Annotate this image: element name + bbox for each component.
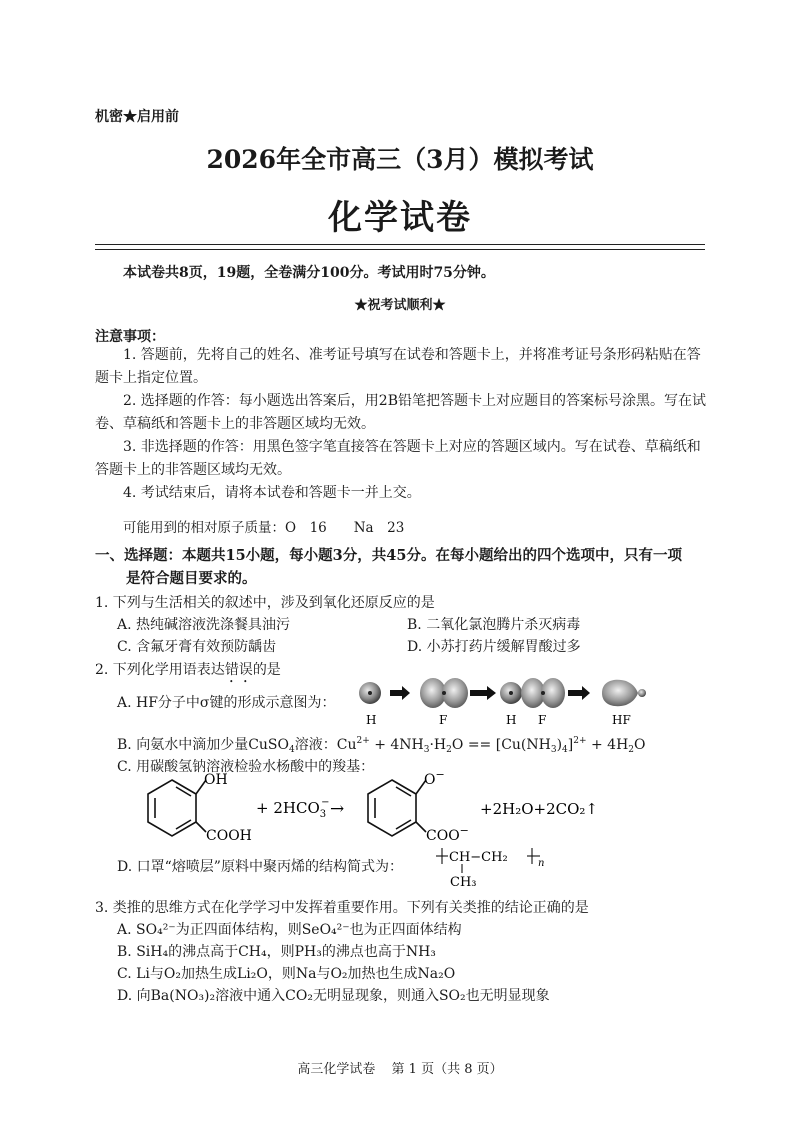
q1-option-c: C. 含氟牙膏有效预防龋齿 — [117, 639, 277, 655]
sigma-bond-diagram — [350, 676, 650, 728]
header-rule-bottom — [95, 249, 705, 250]
q3-option-c: C. Li与O₂加热生成Li₂O，则Na与O₂加热也生成Na₂O — [117, 966, 456, 982]
q1-option-d: D. 小苏打药片缓解胃酸过多 — [407, 639, 581, 655]
q2-stem-post: 的是 — [252, 662, 281, 678]
o-minus-label: O− — [424, 770, 445, 788]
notice-item-4: 4. 考试结束后，请将本试卷和答题卡一并上交。 — [123, 485, 421, 501]
q2-stem-emphasis: 错误 — [224, 662, 253, 678]
salicylate-structure — [368, 780, 426, 836]
label-f-1: F — [439, 713, 448, 727]
notice-heading: 注意事项： — [95, 329, 165, 345]
coo-minus-label: COO− — [426, 824, 469, 844]
reaction-arrow: → — [330, 799, 345, 819]
polypropylene-formula — [432, 842, 572, 892]
orbital-approach — [500, 678, 565, 708]
q2-stem — [95, 659, 281, 686]
q2-b-part: B. 向氨水中滴加少量CuSO — [117, 737, 289, 753]
q2-option-c: C. 用碳酸氢钠溶液检验水杨酸中的羧基： — [117, 759, 375, 775]
q2-b-part: 2+ — [356, 736, 370, 746]
hf-sigma-bond — [602, 680, 646, 706]
q2-b-part: 3 — [550, 745, 557, 755]
h-s-orbital — [359, 682, 381, 704]
footer-subject: 高三化学试卷 — [297, 1062, 376, 1077]
q3-option-d: D. 向Ba(NO₃)₂溶液中通入CO₂无明显现象，则通入SO₂也无明显现象 — [117, 988, 550, 1004]
q2-b-part: 4 — [289, 745, 295, 755]
arrow-right-icon — [390, 686, 410, 700]
q2-b-part: 溶液：Cu — [294, 737, 357, 753]
salicylic-acid-equation — [130, 770, 650, 850]
label-f-2: F — [538, 713, 547, 727]
products-label: +2H₂O+2CO₂↑ — [480, 800, 598, 818]
q2-b-part: 2 — [446, 745, 452, 755]
exam-title: 2026年全市高三（3月）模拟考试 — [206, 145, 594, 174]
q2-b-part: O — [634, 737, 646, 753]
q2-option-d: D. 口罩“熔喷层”原料中聚丙烯的结构简式为： — [117, 859, 403, 875]
confidential-label: 机密★启用前 — [95, 109, 179, 125]
label-hf: HF — [612, 713, 631, 727]
notice-item-3: 3. 非选择题的作答：用黑色签字笔直接答在答题卡上对应的答题区域内。写在试卷、草稿纸和答题卡上的非答题区域均无效。 — [95, 439, 701, 478]
q1-option-b: B. 二氧化氯泡腾片杀灭病毒 — [407, 617, 581, 633]
q1-option-a: A. 热纯碱溶液洗涤餐具油污 — [117, 617, 291, 633]
q3-option-a: A. SO₄²⁻为正四面体结构，则SeO₄²⁻也为正四面体结构 — [117, 922, 462, 938]
q2-stem-pre: 2. 下列化学用语表达 — [95, 662, 225, 678]
q2-b-part: 2+ — [573, 736, 587, 746]
methyl-branch: CH₃ — [450, 875, 477, 890]
q2-option-a: A. HF分子中σ键的形成示意图为： — [117, 695, 336, 711]
notice-item-2: 2. 选择题的作答：每小题选出答案后，用2B铅笔把答题卡上对应题目的答案标号涂黑。写在试卷、草稿纸和答题卡上的非答题区域均无效。 — [95, 393, 707, 432]
header-rule-top — [95, 244, 705, 245]
oh-label: OH — [204, 772, 228, 788]
section-heading: 一、选择题：本题共15小题，每小题3分，共45分。在每小题给出的四个选项中，只有一项 — [95, 547, 682, 564]
q2-b-part: ·H — [429, 737, 447, 753]
q2-b-part: 3 — [423, 745, 430, 755]
section-heading-cont: 是符合题目要求的。 — [126, 570, 257, 587]
label-h-2: H — [506, 713, 517, 727]
polymer-chain: CH−CH₂ — [449, 850, 508, 865]
cooh-label: COOH — [206, 828, 252, 844]
footer-page-number: 第 1 页（共 8 页） — [391, 1062, 503, 1077]
arrow-right-icon — [568, 686, 590, 700]
notice-item-1: 1. 答题前，先将自己的姓名、准考证号填写在试卷和答题卡上，并将准考证号条形码粘贴在答题卡上指定位置。 — [95, 347, 701, 386]
page-footer — [0, 1058, 800, 1077]
subject-title: 化学试卷 — [328, 198, 472, 238]
q2-b-part: ) — [556, 737, 563, 753]
polymer-subscript: n — [538, 858, 545, 869]
salicylic-acid-structure — [148, 780, 206, 836]
q3-option-b: B. SiH₄的沸点高于CH₄，则PH₃的沸点也高于NH₃ — [117, 944, 436, 960]
bicarbonate-term: + $2HCO_3-$ — [256, 797, 330, 820]
q2-b-part: ] — [567, 737, 574, 753]
q2-b-part: 4 — [562, 745, 568, 755]
q1-stem: 1. 下列与生活相关的叙述中，涉及到氧化还原反应的是 — [95, 595, 435, 611]
f-p-orbital — [420, 678, 468, 708]
label-h-1: H — [366, 713, 377, 727]
good-luck-line: ★祝考试顺利★ — [354, 298, 446, 313]
q3-stem: 3. 类推的思维方式在化学学习中发挥着重要作用。下列有关类推的结论正确的是 — [95, 900, 589, 916]
q2-b-part: O == [Cu(NH — [451, 737, 551, 753]
q2-b-part: 2 — [628, 745, 635, 755]
q2-b-part: + 4NH — [369, 737, 424, 753]
q2-option-b — [117, 734, 646, 755]
arrow-right-icon — [470, 686, 496, 700]
atomic-masses: 可能用到的相对原子质量：O 16 Na 23 — [123, 520, 405, 536]
exam-info: 本试卷共8页，19题，全卷满分100分。考试用时75分钟。 — [123, 265, 495, 281]
q2-b-part: + 4H — [586, 737, 629, 753]
